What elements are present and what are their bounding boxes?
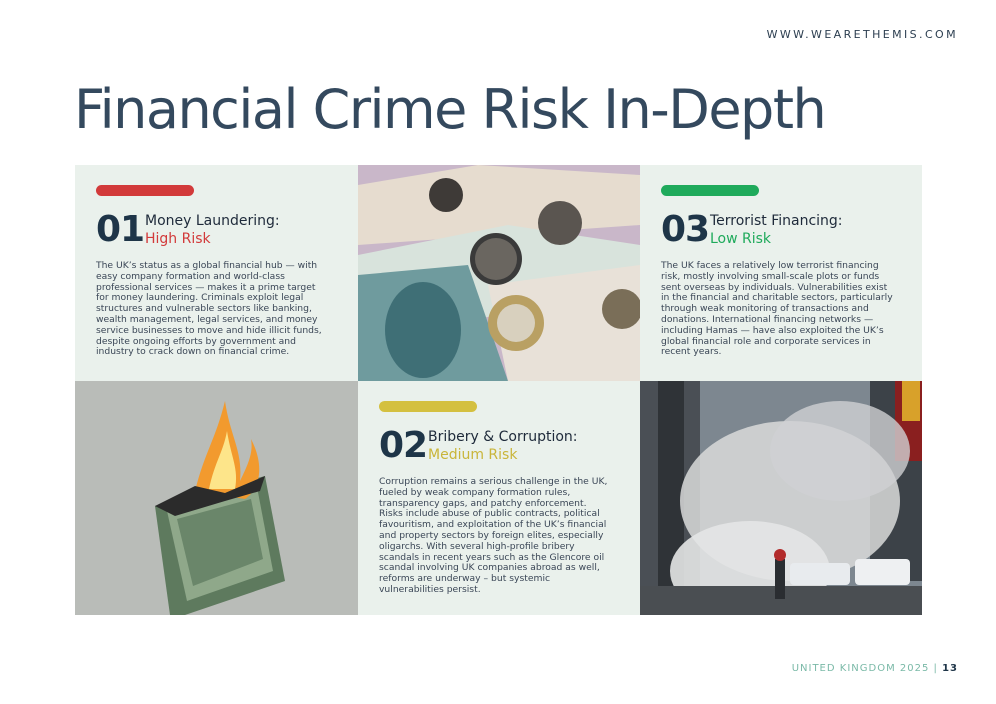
section-body: The UK’s status as a global financial hub — with easy company formation and world-class professional services — makes it a prime target for money laundering. Criminals exploit legal structures and vulnerable sectors like banking, wealth management, legal services, and money service businesses to move and hide illicit funds, despite ongoing efforts by government and industry to crack down on financial crime. [96,260,322,358]
section-body: Corruption remains a serious challenge in the UK, fueled by weak company formation rules, transparency gaps, and patchy enforcement. Risks include abuse of public contracts, political favouritism, and exploitation of the UK’s financial and property sectors by foreign elites, especially oligarchs. With several high-profile bribery scandals in recent years such as the Glencore oil scandal involving UK companies abroad as well, reforms are underway – but systemic vulnerabilities persist. [379,476,608,595]
footer-label: UNITED KINGDOM 2025 [791,663,930,674]
section-number: 01 [96,209,145,250]
high-risk-bar [96,185,194,196]
street-illustration [640,381,922,615]
risk-level: Medium Risk [428,447,518,463]
bribery-corruption-panel [358,381,640,615]
money-laundering-panel [75,165,358,381]
banknotes-illustration [358,165,640,381]
footer [792,663,958,674]
burning-bills-illustration [75,381,358,615]
risk-level: High Risk [145,231,211,247]
banknotes-photo [358,165,640,381]
section-heading [145,212,280,248]
section-number: 02 [379,425,428,466]
terrorist-financing-panel [640,165,922,381]
section-name: Bribery & Corruption: [428,429,578,445]
risk-grid [75,165,922,615]
footer-separator: | [933,663,938,674]
section-body: The UK faces a relatively low terrorist financing risk, mostly involving small-scale plots or funds sent overseas by individuals. Vulnerabilities exist in the financial and charitable sectors, particularly through weak monitoring of transactions and donations. International financing networks — including Hamas — have also exploited the UK’s global financial role and corporate services in recent years. [661,260,893,358]
section-name: Terrorist Financing: [710,213,843,229]
low-risk-bar [661,185,759,196]
section-name: Money Laundering: [145,213,280,229]
page-title: Financial Crime Risk In-Depth [74,78,826,141]
burning-money-photo [75,381,358,615]
section-heading [710,212,843,248]
street-scene-photo [640,381,922,615]
section-number: 03 [661,209,710,250]
section-heading [428,428,578,464]
site-url[interactable]: WWW.WEARETHEMIS.COM [766,28,958,41]
risk-level: Low Risk [710,231,772,247]
medium-risk-bar [379,401,477,412]
page-number: 13 [942,663,958,674]
